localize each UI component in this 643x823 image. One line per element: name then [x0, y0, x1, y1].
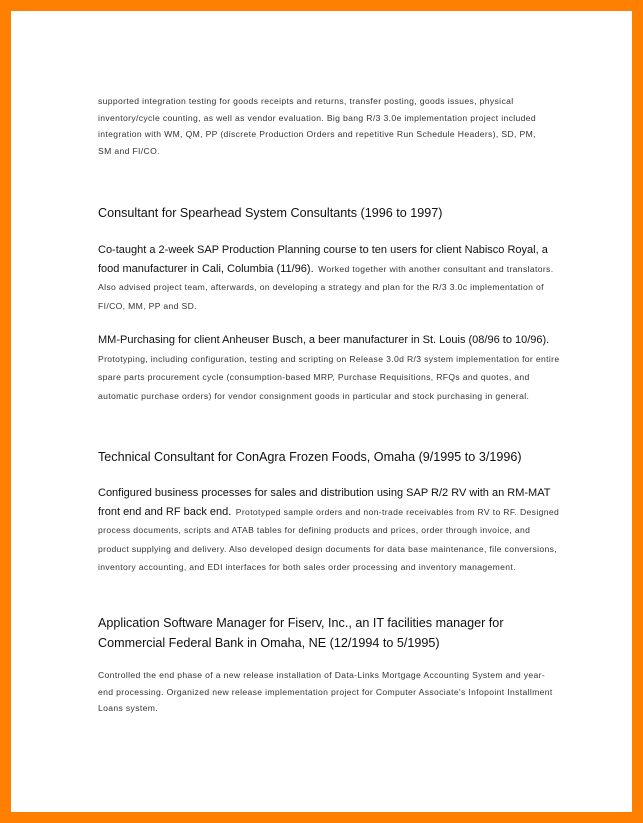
section-conagra: [98, 448, 568, 466]
entry-nabisco: [98, 240, 560, 314]
entry-detail: Worked together with another consultant and translators. Also advised project team, afterwards, on developing a strategy and plan for the R/3 3.0c implementation of FI/CO, MM, PP and SD.: [98, 263, 554, 311]
entry-lead: MM-Purchasing for client Anheuser Busch, a beer manufacturer in St. Louis (08/96 to 10/96).: [98, 334, 550, 346]
entry-conagra: [98, 483, 560, 576]
entry-fiserv: Controlled the end phase of a new release installation of Data-Links Mortgage Accounting System and year-end processing. Organized new release implementation project for Computer Associate's Infopoint Installment Loans system.: [98, 670, 553, 713]
section-spearhead: [98, 204, 568, 222]
entry-lead: Co-taught a 2-week SAP Production Planning course to ten users for client Nabisco Royal, a food manufacturer in Cali, Columbia (11/96).: [98, 244, 548, 275]
section-heading: Application Software Manager for Fiserv, Inc., an IT facilities manager for Commercial Federal Bank in Omaha, NE (12/1994 to 5/1995): [98, 616, 504, 650]
entry-detail: Prototyped sample orders and non-trade receivables from RV to RF. Designed process documents, scripts and ATAB tables for defining products and prices, order through invoice, and product supplying and delivery. Also developed design documents for data base maintenance, file conversions, inventory accounting, and EDI interfaces for both sales order processing and inventory management.: [98, 506, 560, 572]
intro-paragraph: supported integration testing for goods receipts and returns, transfer posting, goods issues, physical inventory/cycle counting, as well as vendor evaluation. Big bang R/3 3.0e implementation project included integration with WM, QM, PP (discrete Production Orders and repetitive Run Schedule Headers), SD, PM, SM and FI/CO.: [98, 96, 537, 156]
section-heading: Consultant for Spearhead System Consultants (1996 to 1997): [98, 206, 443, 220]
entry-detail: Prototyping, including configuration, testing and scripting on Release 3.0d R/3 system implementation for entire spare parts procurement cycle (consumption-based MRP, Purchase Requisitions, RFQs and quotes, and automatic purchase orders) for vendor consignment goods in particular and stock purchasing in general.: [98, 353, 560, 401]
section-fiserv: [98, 613, 553, 653]
entry-lead: Configured business processes for sales and distribution using SAP R/2 RV with an RM-MAT front end and RF back end.: [98, 487, 551, 518]
section-heading: Technical Consultant for ConAgra Frozen Foods, Omaha (9/1995 to 3/1996): [98, 450, 522, 464]
entry-anheuser-busch: [98, 330, 568, 404]
